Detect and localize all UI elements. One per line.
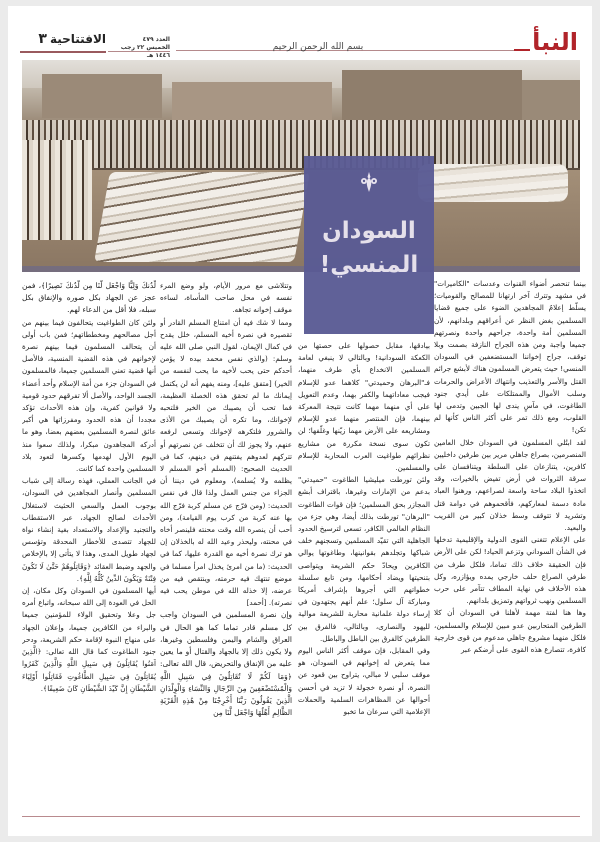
article-title-box [304, 156, 434, 334]
article-title-line1: السودان [322, 218, 416, 244]
photo-building [172, 82, 332, 122]
photo-crowd [22, 120, 580, 168]
paragraph: في الجانب العملي، فهذه رسالة إلى شباب المسلمين وأنصار المجاهدين في السودان، بوجوب العمل والسعي الحثيث لاستغلال الأحداث لصالح الجهاد، عبر الاستقطاب والتجنيد والإعداد والاستعداد بغية إنشاء نواة للجهاد تتصدى للأخطار المحدقة وتؤسس لجهاد طويل المدى، وهذا لا يتأتى إلا بالإخلاص والجهد وضبط العقائد ﴿وَقَاتِلُوهُمْ حَتَّىٰ لَا تَكُونَ فِتْنَةٌ وَيَكُونَ الدِّينُ كُلُّهُ لِلَّهِ﴾. [22, 476, 156, 583]
photo-crowd [22, 140, 92, 240]
issue-info [108, 36, 170, 60]
article-column-4 [22, 280, 156, 812]
fleur-emblem-icon [357, 170, 381, 194]
logo-underline [514, 49, 530, 51]
page-header [8, 6, 592, 58]
paragraph: بينما تنحصر أضواء القنوات وعدسات "الكاميرات" في مشهد وتترك آخر ارتهانا للمصالح والقوميات؛ يسلّط إعلامُ المجاهدين الضوء على جميع قضايا المسلمين بغض النظر عن أعراقهم وبلدانهم، لأن المسلمين أمة واحدة، جراحهم واحدة ونصرتهم جميعا واجبة ومن هذه الجراح النازفة بصمت وبلا توقف، جراح إخواننا المستضعفين في السودان المنسي! حيث يتعرض المسلمون هناك لأبشع جرائم القتل والأسر والتعذيب وانتهاك الأعراض والحرمات وسلب الأموال والممتلكات على أيدي جنود الطاغوت، في مآسٍ يندى لها الجبين وتدمى لها القلوب، ومع ذلك تمر على أكثر الناس كأنها لم تكن! [434, 279, 586, 435]
paragraph: بيادقها، مقابل حصولها على حصتها من الكعكة السودانية! وبالتالي لا ينبغي لعامة المسلمين الانخداع بأي طرف منهما، فـ"البرهان وحميدتي" كلاهما عدو للإسلام فيجب معاداتهما والكفر بهما، وعدم التعويل على أي منهما مهما كانت نتيجة المعركة بينهما، فإن المنتصر منهما عدو للإسلام ومشاريعه على الأرض مهما زيّنها وغلّفها؛ لن تكون سوى نسخة مكررة من مشاريع نظرائهم طواغيت العرب المحاربة للإسلام والمسلمين. [298, 341, 430, 473]
paragraph: ولئن تورطت ميليشيا الطاغوت "حميدتي" بدعم من الإمارات وغيرها، باقتراف أبشع المجازر بحق المسلمين؛ فإن قوات الطاغوت "البرهان" تورطت بذلك أيضا، وهي جزء من النظام العالمي الكافر، تسعى لترسيخ الحدود الجاهلية التي تقيّد المسلمين وتسجنهم خلف شباكها وتجلدهم بقوانينها، وطاغوتها يوالي الكافرين ويحادّ حكم الشريعة ويتواصى بتنحيتها ويضاد أحكامها، ومن تابع سلسلة خطواتهم التي أجروها بإشراف أمريكا ومباركة آل سلول؛ علم أنهم يجتهدون في إرساء دولة علمانية محاربة للشريعة موالية لليهود والنصارى، وبالتالي، فالفرق بين الطرفين كالفرق بين الباطل والباطل. [298, 475, 430, 643]
newspaper-page [8, 6, 592, 836]
photo-shrouded-bodies [418, 164, 568, 202]
issue-date: الخميس ٢٢ رجب ١٤٤٦ هـ [120, 44, 170, 59]
paragraph: وفي المقابل، فإن موقف أكثر الناس اليوم مما يتعرض له إخوانهم في السودان، هو موقف سلبي لا مبالي، يتراوح بين قعود عن النصرة، أو نصرة خجولة لا تزيد في أحسن أحوالها عن المظاهرات السلمية والحملات الإعلامية التي سرعان ما تخبو [298, 646, 430, 717]
article-title-line2: المنسي! [319, 252, 419, 278]
photo-building [522, 80, 580, 120]
basmala-text: بسم الله الرحمن الرحيم [272, 42, 364, 52]
page-number: ٣ [38, 31, 47, 47]
article-column-2 [298, 340, 430, 812]
paragraph: أيها المسلمون في السودان وكل مكان، إن الحل في العودة إلى الله سبحانه، واتباع أمره جل وعلا وتحقيق الولاء للمؤمنين جميعا والبراء من الكافرين جميعا، وإعلان الجهاد على منهاج النبوة لإقامة حكم الشريعة، ودحر جنود الطاغوت كما قال الله تعالى: ﴿الَّذِينَ آمَنُوا يُقَاتِلُونَ فِي سَبِيلِ اللَّهِ وَالَّذِينَ كَفَرُوا يُقَاتِلُونَ فِي سَبِيلِ الطَّاغُوتِ فَقَاتِلُوا أَوْلِيَاءَ الشَّيْطَانِ إِنَّ كَيْدَ الشَّيْطَانِ كَانَ ضَعِيفًا﴾. [22, 586, 156, 693]
paragraph: ومما لا شك فيه أن امتناع المسلم القادر أو تقصيره في نصرة أخيه المسلم، خلل يقدح في كمال الإيمان، لقول النبي صلى الله عليه وسلم: (والذي نفس محمد بيده لا يؤمن أحدكم حتى يحب لأخيه ما يحب لنفسه من الخير) [متفق عليه]، ومنه يفهم أنه لن يكتمل إيمانك ما لم تحقق هذه الخصلة العظيمة، فما تحب أن يصيبك من الخير فلتحبه لإخوانك، وما تكره أن يصيبك من الأذى والشرور فلتكرهه لإخوانك وتسعى لرفعه عنهم، ولا يجوز لك أن تتخلف عن نصرتهم أو تتركهم لعدوهم يفتنهم في دينهم، كما في الحديث الصحيح: (المسلم أخو المسلم لا يظلمه ولا يُسلمه)، ومعلوم في ديننا أن الجزاء من جنس العمل ولذا قال في نفس الحديث: (ومن فرّج عن مسلم كربة فرّج الله بها عنه كربة من كرب يوم القيامة)، ومن أحب أن ينصره الله وقت محنته فلينصر أخاه في محنته، وليحذر وعيد الله له بالخذلان إن هو ترك نصرة أخيه مع القدرة عليها، كما في الحديث: (ما من امرئ يخذل امرأ مسلما في موضع تنتهك فيه حرمته، وينتقص فيه من عرضه، إلا خذله الله في موطن يحب فيه نصرته). [أحمد] [160, 317, 292, 608]
paragraph: وتتلاشى مع مرور الأيام، ولو وضع المرء نفسه في محل صاحب المأساة، لساءه موقف إخوانه تجاهه. [160, 281, 292, 315]
article-column-3 [160, 280, 292, 812]
paragraph: لقد ابتُلي المسلمون في السودان خلال العامين المنصرمين، بصراع جاهلي مرير بين طرفين داخليين كافرين، يتنازعان على السلطة ويتنافسان على سرقة الثروات في أرض تفيض بالخيرات، وقد اتخذوا البلاد ساحة واسعة لصراعهم، ورهنوا العباد مادة دسمة لمعاركهم، فأقحموهم في دوامة قتل وتشريد لا تتوقف وسط خذلان كبير من القريب والبعيد. [434, 437, 586, 533]
article-photo [22, 60, 580, 272]
section-title: الافتتاحية [49, 32, 106, 46]
paragraph: لَّدُنكَ وَلِيًّا وَاجْعَل لَّنَا مِن لَّدُنكَ نَصِيرًا﴾، فمن عجز عن الجهاد بكل صوره والإنفاق بكل سبله، فلا أقل من الدعاء لهم. [22, 281, 156, 315]
paragraph: ولئن كان الطواغيت يتحالفون فيما بينهم من أجل مصالحهم ومخططاتهم؛ فمن باب أولى أن يتحالف المسلمون فيما بينهم نصرة لإخوانهم في هذه القضية المنسية، فالأصل أنها قضية تعني المسلمين جميعا، فالمسلمون في السودان جزء من أمة الإسلام وأحد أعضاء الجسد الواحد، والأصل ألا تفرقهم حدود قومية ولا قوانين كفرية، وإن هذه الأحداث تؤكد مجددا أن هذه الحدود ومفرزاتها هي أكبر عائق لنصرة المسلمين بعضهم بعضا، وهو ما أدركه المجاهدون مبكرا، ولذلك سعوا منذ اليوم الأول لهدمها وكسرها لتعود بلاد المسلمين واحدة كما كانت. [22, 317, 156, 474]
photo-building [342, 70, 522, 122]
photo-building [42, 74, 162, 118]
issue-underline [108, 51, 170, 52]
paragraph: على الإعلام تتغنى القوى الدولية والإقليمية تدخلها في الشأن السوداني وتزعم الحياد! لكن على الأرض فإن الحقيقة خلاف ذلك تماما، فلكل طرف من طرفي الصراع حلف خارجي يمده ويؤازره، وكل هذه الأحلاف في نهاية المطاف تتآمر على حرب المسلمين ونهب ثرواتهم وتمزيق بلدانهم. [434, 535, 586, 606]
section-underline [20, 51, 106, 53]
photo-bottom-band [22, 266, 580, 272]
article-column-1 [434, 278, 586, 810]
photo-shrouded-bodies [94, 172, 310, 262]
section-heading [20, 30, 106, 48]
issue-number: العدد ٤٧٩ [142, 36, 170, 43]
paragraph: وها هنا لفتة مهمة لأهلنا في السودان أن كلا الطرفين المتحاربين عدو مبين للإسلام والمسلمين، فلكل منهما مشروع جاهلي مدعوم من قوى خارجية كافرة، تتصارع هذه القوى على أرضكم عبر [434, 608, 586, 655]
footer-rule [22, 816, 580, 817]
publication-logo: النبأ [532, 28, 578, 56]
paragraph: وإن نصرة المسلمين في السودان واجب كل مسلم قادر تماما كما هو الحال في العراق والشام واليمن وفلسطين وغيرها، ولا يكون ذلك إلا بالجهاد والقتال أو ما يعين عليه من الإنفاق والتحريض، قال الله تعالى: ﴿وَمَا لَكُمْ لَا تُقَاتِلُونَ فِي سَبِيلِ اللَّهِ وَالْمُسْتَضْعَفِينَ مِنَ الرِّجَالِ وَالنِّسَاءِ وَالْوِلْدَانِ الَّذِينَ يَقُولُونَ رَبَّنَا أَخْرِجْنَا مِنْ هَٰذِهِ الْقَرْيَةِ الظَّالِمِ أَهْلُهَا وَاجْعَل لَّنَا مِن [160, 610, 292, 718]
